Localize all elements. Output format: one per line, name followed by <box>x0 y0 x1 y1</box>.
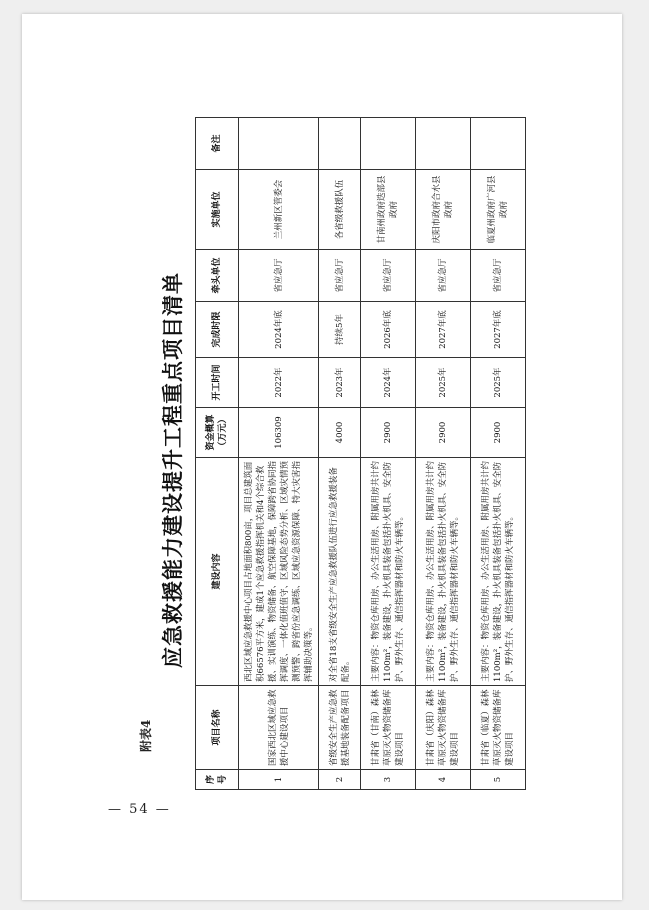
cell-note <box>239 118 319 170</box>
cell-content: 主要内容：物资仓库用房、办公生活用房、附属用房共计约1100m²，装备建设，扑火机具装备包括扑火机具、安全防护、野外生存、通信指挥器材和防火车辆等。 <box>471 458 526 686</box>
cell-budget: 2900 <box>361 408 416 458</box>
header-name: 项目名称 <box>196 686 239 770</box>
cell-impl: 临夏州政府广河县政府 <box>471 170 526 250</box>
cell-finish: 2027年底 <box>471 302 526 358</box>
table-row <box>239 118 319 790</box>
annex-label: 附表4 <box>139 719 153 752</box>
cell-seq: 4 <box>416 770 471 790</box>
cell-finish: 2026年底 <box>361 302 416 358</box>
cell-content: 主要内容：物资仓库用房、办公生活用房、附属用房共计约1100m²，装备建设，扑火机具装备包括扑火机具、安全防护、野外生存、通信指挥器材和防火车辆等。 <box>361 458 416 686</box>
cell-seq: 5 <box>471 770 526 790</box>
cell-lead: 省应急厅 <box>361 250 416 302</box>
cell-seq: 3 <box>361 770 416 790</box>
header-content: 建设内容 <box>196 458 239 686</box>
header-seq: 序号 <box>196 770 239 790</box>
cell-start: 2023年 <box>319 358 361 408</box>
cell-start: 2024年 <box>361 358 416 408</box>
cell-impl: 庆阳市政府合水县政府 <box>416 170 471 250</box>
cell-start: 2022年 <box>239 358 319 408</box>
cell-content: 西北区域应急救援中心项目占地面积800亩，项目总建筑面积66576平方米，建成1个应急救援指挥机关和4个综合救援、实训演练、物资储备、航空保障基地，保障跨省协同指挥调度、一体化值班值守、区域风险态势分析、区域灾情预测预警、跨省份应急调练、区域应急资源保障、特大灾害指挥辅助决策等。 <box>239 458 319 686</box>
cell-budget: 4000 <box>319 408 361 458</box>
header-impl: 实施单位 <box>196 170 239 250</box>
header-finish: 完成时限 <box>196 302 239 358</box>
cell-name: 甘肃省（庆阳）森林草原灭火物资储备库建设项目 <box>416 686 471 770</box>
cell-budget: 2900 <box>416 408 471 458</box>
header-budget: 资金概算（万元） <box>196 408 239 458</box>
cell-note <box>319 118 361 170</box>
cell-impl: 各省级救援队伍 <box>319 170 361 250</box>
document-title: 应急救援能力建设提升工程重点项目清单 <box>160 272 185 668</box>
header-note: 备注 <box>196 118 239 170</box>
cell-seq: 2 <box>319 770 361 790</box>
project-table <box>195 117 526 790</box>
cell-start: 2025年 <box>471 358 526 408</box>
table-row <box>361 118 416 790</box>
cell-name: 甘肃省（临夏）森林草原灭火物资储备库建设项目 <box>471 686 526 770</box>
cell-note <box>361 118 416 170</box>
cell-content: 主要内容：物资仓库用房、办公生活用房、附属用房共计约1100m²，装备建设，扑火机具装备包括扑火机具、安全防护、野外生存、通信指挥器材和防火车辆等。 <box>416 458 471 686</box>
cell-lead: 省应急厅 <box>319 250 361 302</box>
cell-budget: 2900 <box>471 408 526 458</box>
table-row <box>319 118 361 790</box>
cell-note <box>416 118 471 170</box>
cell-name: 省级安全生产应急救援基地装备配备项目 <box>319 686 361 770</box>
rotated-content <box>123 90 543 790</box>
table-row <box>471 118 526 790</box>
cell-lead: 省应急厅 <box>416 250 471 302</box>
cell-finish: 2024年底 <box>239 302 319 358</box>
header-lead: 牵头单位 <box>196 250 239 302</box>
cell-lead: 省应急厅 <box>239 250 319 302</box>
cell-finish: 2027年底 <box>416 302 471 358</box>
cell-seq: 1 <box>239 770 319 790</box>
table-row <box>416 118 471 790</box>
cell-note <box>471 118 526 170</box>
cell-finish: 持续5年 <box>319 302 361 358</box>
cell-budget: 106309 <box>239 408 319 458</box>
cell-impl: 兰州新区管委会 <box>239 170 319 250</box>
cell-name: 国家西北区域应急救援中心建设项目 <box>239 686 319 770</box>
table-header-row <box>196 118 239 790</box>
header-start: 开工时间 <box>196 358 239 408</box>
cell-name: 甘肃省（甘南）森林草原灭火物资储备库建设项目 <box>361 686 416 770</box>
page-number: — 54 — <box>108 802 171 817</box>
cell-start: 2025年 <box>416 358 471 408</box>
cell-content: 对全省18支省级安全生产应急救援队伍进行应急救援装备配备。 <box>319 458 361 686</box>
cell-lead: 省应急厅 <box>471 250 526 302</box>
cell-impl: 甘南州政府迭部县政府 <box>361 170 416 250</box>
